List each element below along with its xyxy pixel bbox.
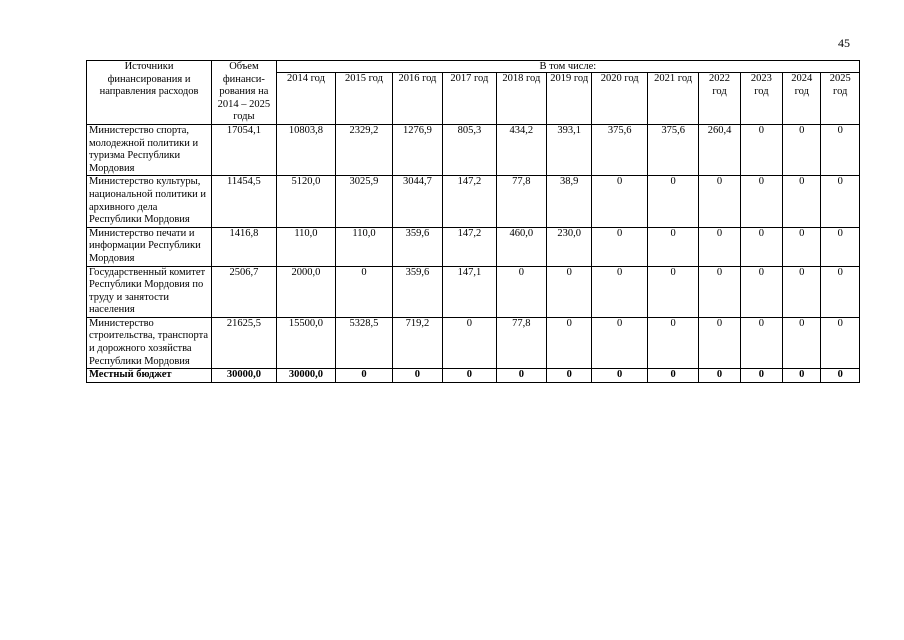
row-year-value: 393,1	[547, 124, 592, 175]
row-year-value: 0	[699, 227, 740, 266]
row-year-value: 0	[783, 317, 821, 368]
row-year-value: 3025,9	[336, 176, 393, 227]
row-year-value: 147,1	[443, 266, 496, 317]
row-year-value: 3044,7	[392, 176, 442, 227]
row-year-value: 0	[783, 266, 821, 317]
row-name: Министерство печати и информации Республики Мордовия	[87, 227, 212, 266]
row-year-value: 0	[821, 124, 860, 175]
header-year: 2014 год	[276, 73, 336, 125]
row-year-value: 0	[821, 317, 860, 368]
row-year-value: 147,2	[443, 176, 496, 227]
row-year-value: 0	[647, 227, 698, 266]
row-year-value: 0	[647, 176, 698, 227]
total-row-year-value: 0	[699, 369, 740, 383]
row-year-value: 375,6	[592, 124, 647, 175]
row-year-value: 0	[336, 266, 393, 317]
row-year-value: 460,0	[496, 227, 546, 266]
row-year-value: 359,6	[392, 227, 442, 266]
row-year-value: 15500,0	[276, 317, 336, 368]
row-year-value: 434,2	[496, 124, 546, 175]
row-year-value: 0	[443, 317, 496, 368]
header-year: 2023 год	[740, 73, 782, 125]
row-year-value: 0	[740, 317, 782, 368]
total-row-year-value: 0	[821, 369, 860, 383]
row-total: 2506,7	[212, 266, 277, 317]
row-year-value: 0	[592, 266, 647, 317]
header-year: 2018 год	[496, 73, 546, 125]
row-year-value: 77,8	[496, 176, 546, 227]
header-year: 2024 год	[783, 73, 821, 125]
row-year-value: 147,2	[443, 227, 496, 266]
row-total: 21625,5	[212, 317, 277, 368]
row-year-value: 0	[740, 227, 782, 266]
header-year: 2022 год	[699, 73, 740, 125]
header-year: 2017 год	[443, 73, 496, 125]
table-row	[87, 176, 860, 227]
row-year-value: 0	[821, 176, 860, 227]
row-year-value: 0	[740, 124, 782, 175]
row-name: Министерство спорта, молодежной политики и туризма Республики Мордовия	[87, 124, 212, 175]
row-year-value: 230,0	[547, 227, 592, 266]
row-year-value: 0	[647, 317, 698, 368]
total-row-year-value: 0	[547, 369, 592, 383]
header-year: 2019 год	[547, 73, 592, 125]
row-name: Министерство строительства, транспорта и дорожного хозяйства Республики Мордовия	[87, 317, 212, 368]
row-total: 11454,5	[212, 176, 277, 227]
row-year-value: 2000,0	[276, 266, 336, 317]
row-year-value: 359,6	[392, 266, 442, 317]
header-source: Источники финансирования и направления расходов	[87, 61, 212, 125]
header-year: 2015 год	[336, 73, 393, 125]
row-year-value: 0	[647, 266, 698, 317]
row-year-value: 0	[821, 266, 860, 317]
table-row	[87, 227, 860, 266]
total-row-year-value: 0	[443, 369, 496, 383]
row-year-value: 38,9	[547, 176, 592, 227]
row-year-value: 0	[547, 317, 592, 368]
header-including: В том числе:	[276, 61, 859, 73]
table-row	[87, 266, 860, 317]
row-year-value: 0	[783, 124, 821, 175]
row-year-value: 0	[592, 176, 647, 227]
row-year-value: 0	[740, 266, 782, 317]
row-name: Министерство культуры, национальной политики и архивного дела Республики Мордовия	[87, 176, 212, 227]
row-year-value: 0	[496, 266, 546, 317]
header-volume: Объем финанси-рования на 2014 – 2025 годы	[212, 61, 277, 125]
row-year-value: 0	[740, 176, 782, 227]
row-year-value: 0	[699, 266, 740, 317]
row-year-value: 805,3	[443, 124, 496, 175]
total-row	[87, 369, 860, 383]
row-year-value: 110,0	[276, 227, 336, 266]
row-year-value: 0	[592, 227, 647, 266]
header-year: 2020 год	[592, 73, 647, 125]
total-row-year-value: 0	[496, 369, 546, 383]
row-year-value: 1276,9	[392, 124, 442, 175]
row-year-value: 110,0	[336, 227, 393, 266]
row-year-value: 0	[783, 176, 821, 227]
row-total: 1416,8	[212, 227, 277, 266]
total-row-year-value: 0	[647, 369, 698, 383]
row-name: Государственный комитет Республики Мордовия по труду и занятости населения	[87, 266, 212, 317]
row-year-value: 0	[699, 317, 740, 368]
header-year: 2025 год	[821, 73, 860, 125]
row-year-value: 5120,0	[276, 176, 336, 227]
total-row-year-value: 0	[392, 369, 442, 383]
header-row-top	[87, 61, 860, 73]
row-year-value: 0	[699, 176, 740, 227]
row-year-value: 5328,5	[336, 317, 393, 368]
row-year-value: 719,2	[392, 317, 442, 368]
total-row-year-value: 0	[740, 369, 782, 383]
total-row-name: Местный бюджет	[87, 369, 212, 383]
row-year-value: 0	[821, 227, 860, 266]
header-year: 2016 год	[392, 73, 442, 125]
row-year-value: 375,6	[647, 124, 698, 175]
row-year-value: 260,4	[699, 124, 740, 175]
row-year-value: 2329,2	[336, 124, 393, 175]
header-year: 2021 год	[647, 73, 698, 125]
row-total: 17054,1	[212, 124, 277, 175]
total-row-year-value: 0	[592, 369, 647, 383]
total-row-year-value: 0	[336, 369, 393, 383]
table-row	[87, 317, 860, 368]
total-row-total: 30000,0	[212, 369, 277, 383]
row-year-value: 0	[592, 317, 647, 368]
total-row-year-value: 0	[783, 369, 821, 383]
table-row	[87, 124, 860, 175]
row-year-value: 0	[547, 266, 592, 317]
row-year-value: 0	[783, 227, 821, 266]
total-row-year-value: 30000,0	[276, 369, 336, 383]
page-number: 45	[838, 36, 850, 50]
row-year-value: 77,8	[496, 317, 546, 368]
financing-table	[86, 60, 860, 383]
row-year-value: 10803,8	[276, 124, 336, 175]
